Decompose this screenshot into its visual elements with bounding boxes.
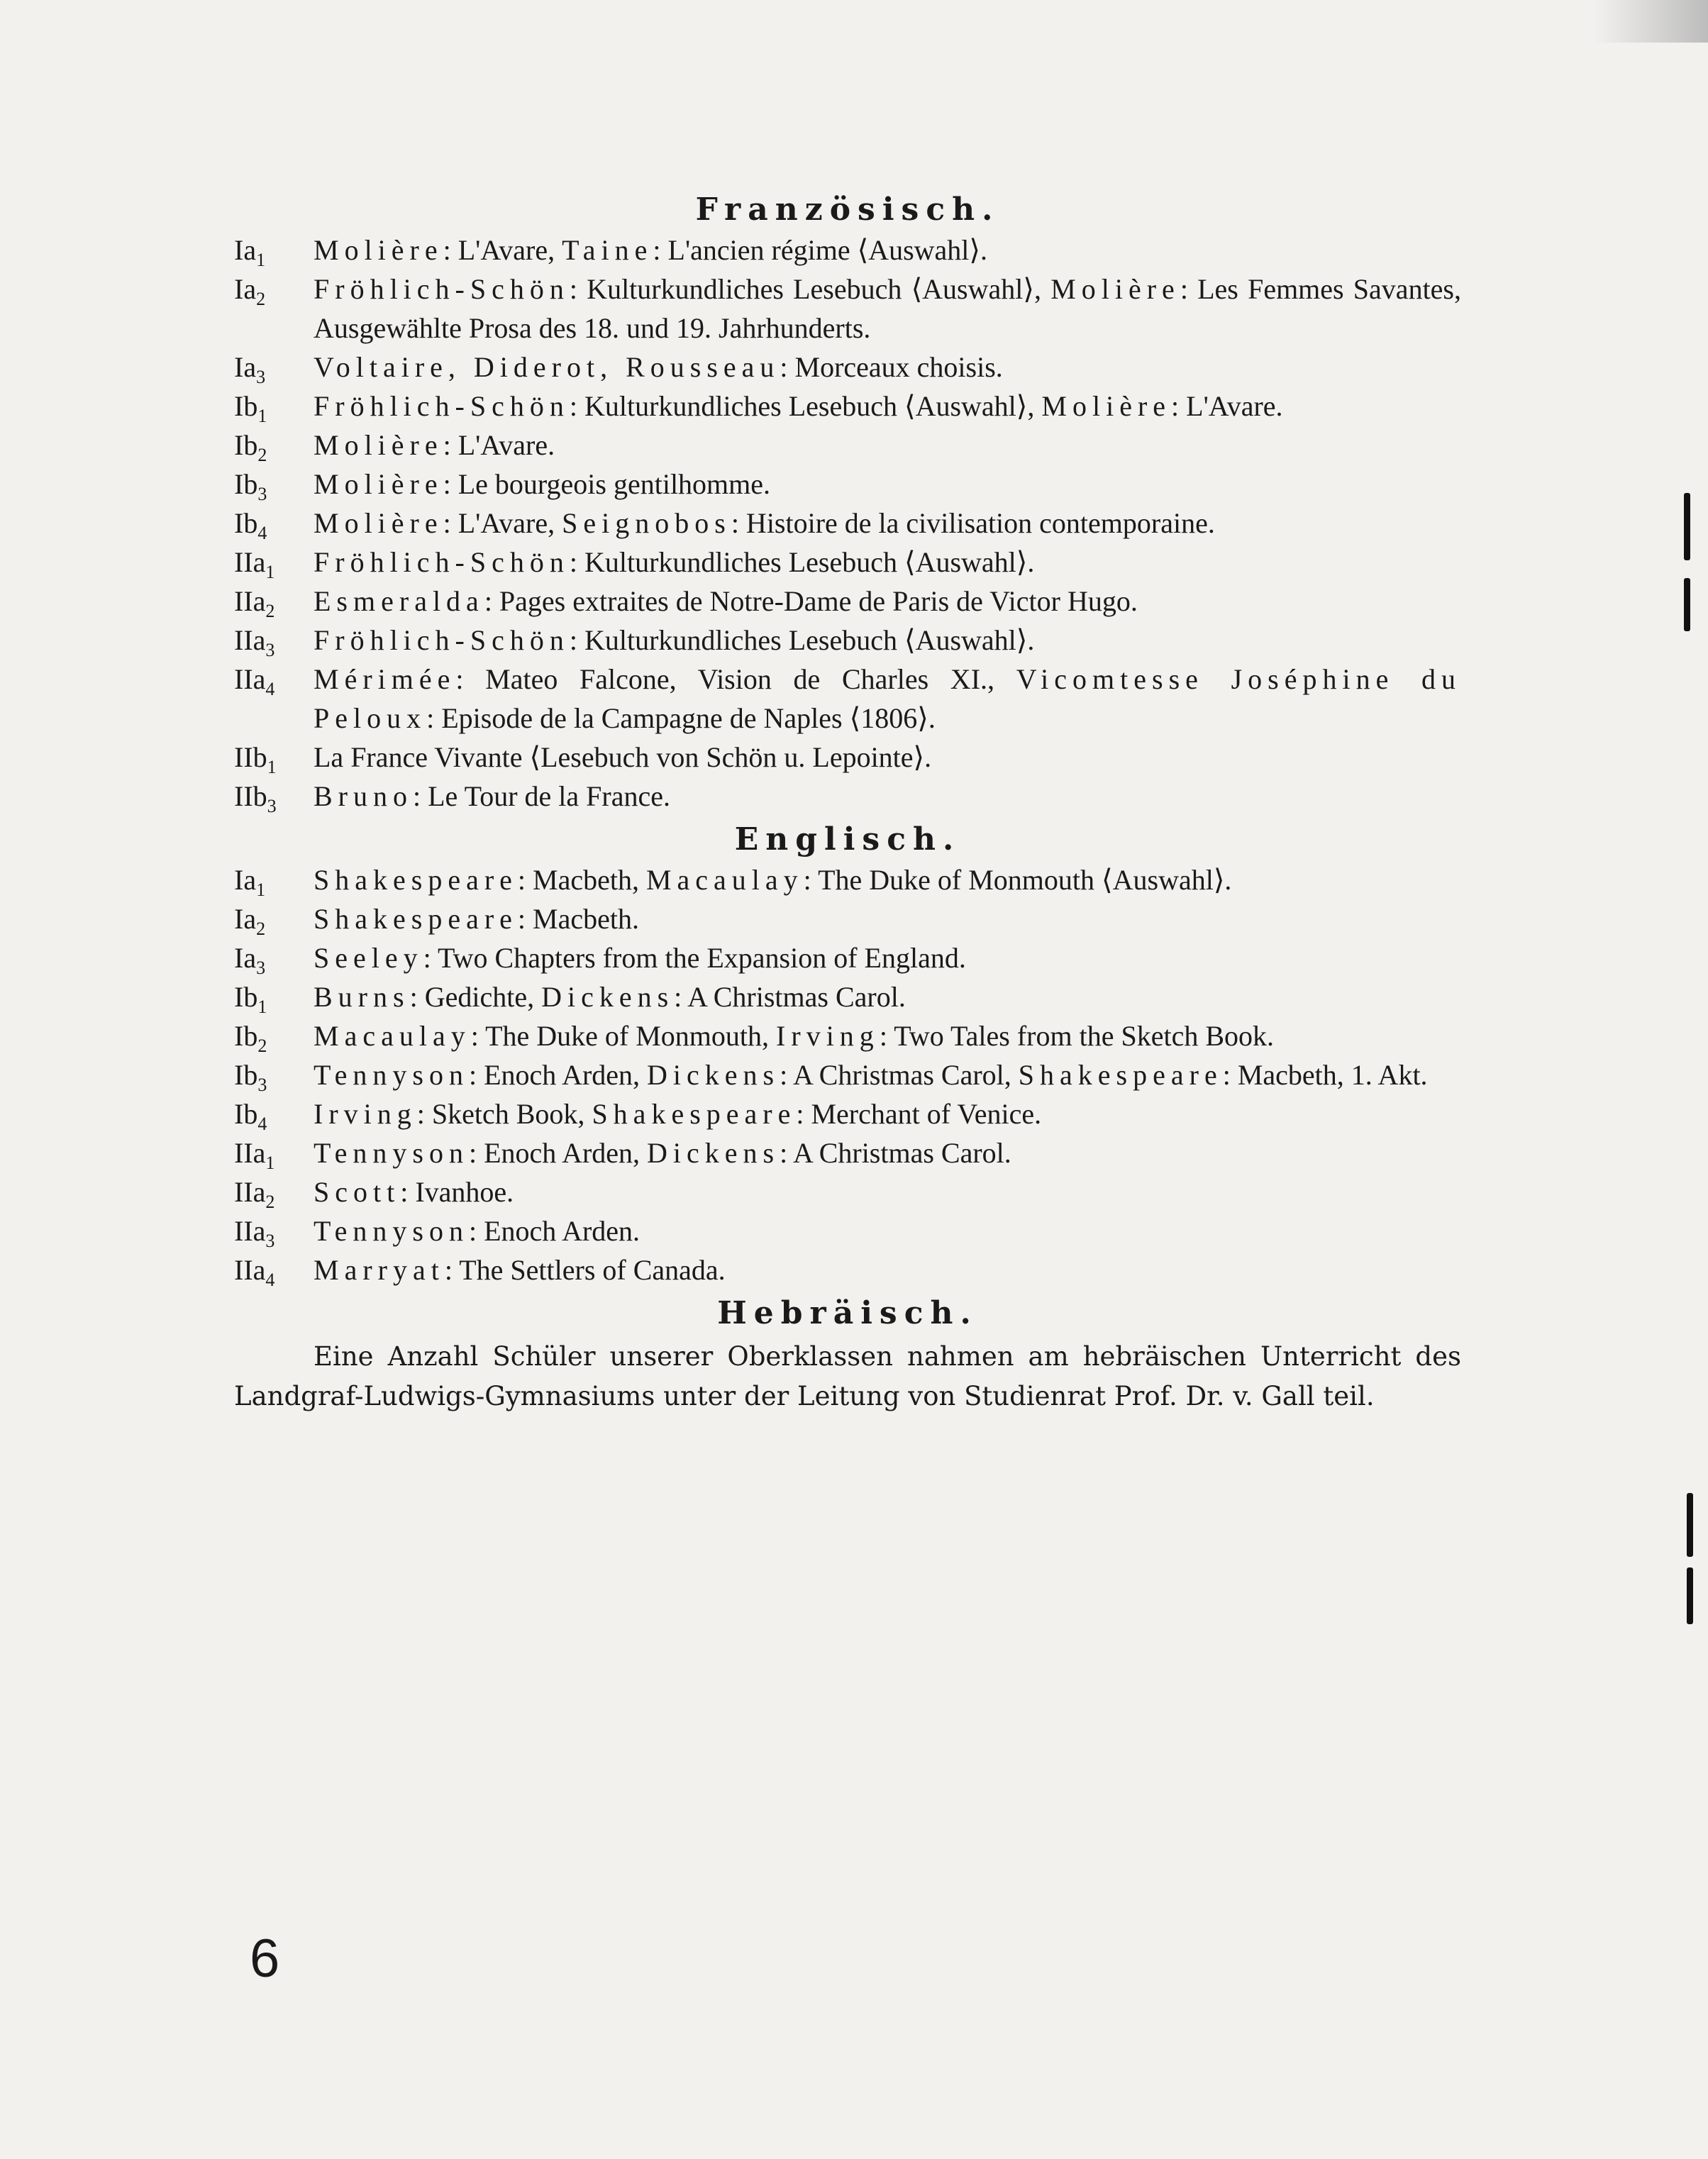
list-item <box>234 738 1461 777</box>
reading-entry <box>314 270 1461 348</box>
class-label: IIb$_3$ <box>234 780 277 816</box>
author-name: Esmeralda <box>314 585 484 617</box>
reading-entry <box>314 977 1461 1016</box>
author-name: Tennyson <box>314 1137 469 1169</box>
class-label: $Ib_3$ <box>234 468 267 504</box>
list-item <box>234 777 1461 816</box>
class-label: IIa$_1$ <box>234 1137 275 1173</box>
reading-list-sections <box>234 192 1461 1289</box>
reading-entry <box>314 465 1461 504</box>
list-item <box>234 938 1461 977</box>
author-name: Fröhlich-Schön <box>314 624 570 656</box>
entry-text: : Kulturkundliches Lesebuch ⟨Auswahl⟩, <box>569 390 1042 422</box>
class-label: IIa$_1$ <box>234 546 275 582</box>
binding-mark <box>1684 493 1690 560</box>
author-name: Molière <box>1050 273 1180 305</box>
scan-shadow <box>1595 0 1708 43</box>
section-heading: Französisch. <box>695 192 1000 228</box>
author-name: Marryat <box>314 1254 445 1286</box>
list-item <box>234 426 1461 465</box>
binding-mark <box>1687 1493 1693 1557</box>
author-name: Molière <box>1041 390 1172 422</box>
class-label: IIa$_2$ <box>234 585 275 621</box>
author-name: Irving <box>776 1020 880 1052</box>
author-name: Shakespeare <box>314 864 518 896</box>
section-english <box>234 821 1461 1289</box>
binding-mark <box>1687 1567 1693 1624</box>
author-name: Dickens <box>647 1059 780 1091</box>
section-heading: Englisch. <box>734 821 961 858</box>
entry-text: : Histoire de la civilisation contemporaine. <box>731 507 1215 539</box>
author-name: Dickens <box>541 981 675 1013</box>
reading-entry <box>314 504 1461 543</box>
reading-entry <box>314 543 1461 582</box>
reading-entry <box>314 660 1461 738</box>
list-item <box>234 660 1461 738</box>
class-label: IIa$_4$ <box>234 1254 275 1290</box>
binding-mark <box>1684 578 1690 631</box>
reading-entry <box>314 1172 1461 1211</box>
entry-text: : The Duke of Monmouth ⟨Auswahl⟩. <box>803 864 1232 896</box>
entry-text: : Two Tales from the Sketch Book. <box>879 1020 1275 1052</box>
list-item <box>234 348 1461 387</box>
entry-text: : Macbeth, 1. Akt. <box>1222 1059 1428 1091</box>
author-name: Seeley <box>314 942 423 974</box>
reading-entry <box>314 938 1461 977</box>
reading-entry <box>314 582 1461 621</box>
class-label: $Ia_1$ <box>234 864 266 900</box>
list-item <box>234 231 1461 270</box>
class-label: IIa$_4$ <box>234 663 275 699</box>
reading-entry <box>314 426 1461 465</box>
class-label: $Ib_1$ <box>234 981 267 1017</box>
entry-text: : Gedichte, <box>409 981 542 1013</box>
entry-text: : Morceaux choisis. <box>780 351 1003 383</box>
reading-entry <box>314 387 1461 426</box>
hebrew-paragraph: Eine Anzahl Schüler unserer Oberklassen nahmen am hebräischen Unterricht des Landgraf-Ludwigs-Gymnasiums unter der Leitung von Studienrat Prof. Dr. v. Gall teil. <box>234 1341 1461 1411</box>
author-name: Bruno <box>314 780 413 812</box>
entry-text: La France Vivante ⟨Lesebuch von Schön u. Lepointe⟩. <box>314 741 932 773</box>
reading-entry <box>314 348 1461 387</box>
reading-entry <box>314 1250 1461 1289</box>
entry-text: : The Settlers of Canada. <box>444 1254 726 1286</box>
reading-entry <box>314 1094 1461 1133</box>
entry-text: : A Christmas Carol. <box>780 1137 1011 1169</box>
list-item <box>234 1016 1461 1055</box>
author-name: Tennyson <box>314 1059 469 1091</box>
entry-text: : Episode de la Campagne de Naples ⟨1806⟩. <box>426 702 936 734</box>
entry-text: : A Christmas Carol. <box>674 981 906 1013</box>
reading-entry <box>314 621 1461 660</box>
entry-text: : Sketch Book, <box>416 1098 592 1130</box>
class-label: $Ib_3$ <box>234 1059 267 1095</box>
list-item <box>234 860 1461 899</box>
entry-text: : L'Avare, <box>443 507 562 539</box>
author-name: Fröhlich-Schön <box>314 546 570 578</box>
entry-text: : Mateo Falcone, Vision de Charles XI., <box>455 663 1016 695</box>
author-name: Molière <box>314 468 443 500</box>
entry-text: : Merchant of Venice. <box>796 1098 1042 1130</box>
reading-entry <box>314 860 1461 899</box>
entry-text: : Two Chapters from the Expansion of England. <box>423 942 966 974</box>
reading-entry <box>314 1055 1461 1094</box>
entry-text: : Ivanhoe. <box>400 1176 514 1208</box>
class-label: IIa$_2$ <box>234 1176 275 1212</box>
reading-entry <box>314 231 1461 270</box>
list-item <box>234 1250 1461 1289</box>
list-item <box>234 621 1461 660</box>
entry-text: : Le Tour de la France. <box>413 780 670 812</box>
list-item <box>234 899 1461 938</box>
entry-text: : Pages extraites de Notre-Dame de Paris de Victor Hugo. <box>484 585 1138 617</box>
class-label: $Ib_2$ <box>234 429 267 465</box>
author-name: Fröhlich-Schön <box>314 273 570 305</box>
entry-text: : Kulturkundliches Lesebuch ⟨Auswahl⟩, <box>569 273 1051 305</box>
list-item <box>234 977 1461 1016</box>
page-content <box>234 192 1461 1416</box>
entry-text: : The Duke of Monmouth, <box>470 1020 777 1052</box>
class-label: IIa$_3$ <box>234 624 275 660</box>
entry-text: : Enoch Arden, <box>468 1137 648 1169</box>
section-heading: Hebräisch. <box>717 1295 978 1331</box>
list-item <box>234 270 1461 348</box>
reading-entry <box>314 777 1461 816</box>
author-name: Mérimée <box>314 663 456 695</box>
section-hebrew <box>234 1295 1461 1416</box>
list-item <box>234 1133 1461 1172</box>
class-label: $Ib_4$ <box>234 507 267 543</box>
class-label: $Ib_4$ <box>234 1098 267 1134</box>
entry-text: : Le bourgeois gentilhomme. <box>443 468 771 500</box>
list-item <box>234 582 1461 621</box>
author-name: Taine <box>562 234 653 266</box>
author-name: Shakespeare <box>592 1098 797 1130</box>
author-name: Shakespeare <box>1018 1059 1223 1091</box>
entry-text: : Macbeth, <box>517 864 646 896</box>
author-name: Scott <box>314 1176 401 1208</box>
reading-entry <box>314 899 1461 938</box>
entry-text: : Kulturkundliches Lesebuch ⟨Auswahl⟩. <box>569 624 1035 656</box>
list-item <box>234 465 1461 504</box>
class-label: $Ia_2$ <box>234 903 266 939</box>
author-name: Irving <box>314 1098 417 1130</box>
class-label: $Ia_2$ <box>234 273 266 309</box>
author-name: Seignobos <box>562 507 731 539</box>
author-name: Dickens <box>647 1137 780 1169</box>
list-item <box>234 1211 1461 1250</box>
entry-text: : Enoch Arden. <box>468 1215 640 1247</box>
reading-entry <box>314 1016 1461 1055</box>
list-item <box>234 1094 1461 1133</box>
author-name: Vicomtesse Joséphine du Peloux <box>314 663 1461 734</box>
entry-text: : Enoch Arden, <box>468 1059 648 1091</box>
page-number: 6 <box>250 1928 280 1989</box>
author-name: Molière <box>314 234 443 266</box>
class-label: $Ia_1$ <box>234 234 266 270</box>
section-french <box>234 192 1461 816</box>
author-name: Fröhlich-Schön <box>314 390 570 422</box>
entry-text: : Macbeth. <box>517 903 639 935</box>
class-label: IIb$_1$ <box>234 741 277 777</box>
list-item <box>234 1055 1461 1094</box>
author-name: Burns <box>314 981 410 1013</box>
class-label: $Ia_3$ <box>234 351 266 387</box>
author-name: Macaulay <box>314 1020 471 1052</box>
reading-entry <box>314 1211 1461 1250</box>
author-name: Tennyson <box>314 1215 469 1247</box>
entry-text: : Les Femmes Savantes, Ausgewählte Prosa des 18. und 19. Jahrhunderts. <box>314 273 1461 344</box>
class-label: $Ib_1$ <box>234 390 267 426</box>
entry-text: : Kulturkundliches Lesebuch ⟨Auswahl⟩. <box>569 546 1035 578</box>
author-name: Molière <box>314 429 443 461</box>
class-label: IIa$_3$ <box>234 1215 275 1251</box>
entry-text: : A Christmas Carol, <box>780 1059 1019 1091</box>
entry-text: : L'Avare. <box>1171 390 1283 422</box>
reading-entry <box>314 738 1461 777</box>
author-name: Voltaire, Diderot, Rousseau <box>314 351 780 383</box>
list-item <box>234 543 1461 582</box>
author-name: Macaulay <box>645 864 804 896</box>
class-label: $Ia_3$ <box>234 942 266 978</box>
reading-entry <box>314 1133 1461 1172</box>
class-label: $Ib_2$ <box>234 1020 267 1056</box>
entry-text: : L'Avare, <box>443 234 562 266</box>
author-name: Molière <box>314 507 443 539</box>
author-name: Shakespeare <box>314 903 518 935</box>
list-item <box>234 387 1461 426</box>
list-item <box>234 504 1461 543</box>
list-item <box>234 1172 1461 1211</box>
entry-text: : L'ancien régime ⟨Auswahl⟩. <box>653 234 987 266</box>
entry-text: : L'Avare. <box>443 429 555 461</box>
